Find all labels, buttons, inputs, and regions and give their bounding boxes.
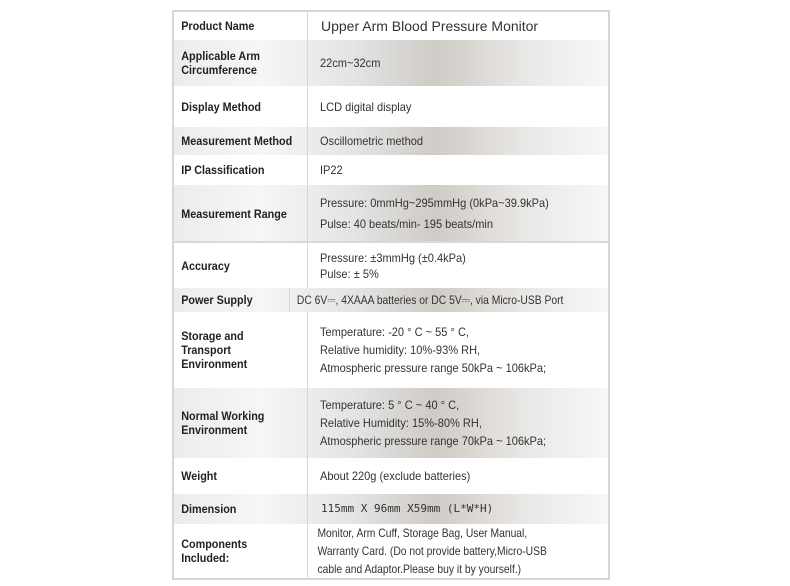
specification-table xyxy=(172,10,610,580)
spec-label: Accuracy xyxy=(181,258,230,273)
spec-value-line: Relative Humidity: 15%-80% RH, xyxy=(319,416,482,430)
spec-value-line: Temperature: 5 ° C ~ 40 ° C, xyxy=(319,398,460,412)
spec-value-line: 22cm~32cm xyxy=(319,56,381,70)
spec-label: Power Supply xyxy=(181,293,253,307)
spec-label: Product Name xyxy=(181,19,255,33)
spec-row-working-environment xyxy=(174,388,608,458)
spec-value xyxy=(308,494,608,524)
spec-value-line: Temperature: -20 ° C ~ 55 ° C, xyxy=(319,325,469,339)
spec-value xyxy=(308,12,608,40)
spec-label: Measurement Method xyxy=(181,134,293,148)
spec-row-measurement-method xyxy=(174,127,608,155)
spec-row-power-supply xyxy=(174,288,608,312)
spec-value-line: Pressure: ±3mmHg (±0.4kPa) xyxy=(319,250,466,265)
spec-value-line: IP22 xyxy=(319,163,343,177)
spec-value-line: About 220g (exclude batteries) xyxy=(319,469,471,483)
spec-value-line: LCD digital display xyxy=(319,99,412,114)
spec-value-line: Atmospheric pressure range 70kPa ~ 106kPa; xyxy=(319,434,547,448)
spec-label: Dimension xyxy=(181,502,237,516)
spec-row-ip-classification xyxy=(174,155,608,185)
spec-value-line: Upper Arm Blood Pressure Monitor xyxy=(321,18,539,34)
spec-value xyxy=(308,86,584,127)
spec-value xyxy=(308,127,584,155)
spec-label: Applicable Arm Circumference xyxy=(181,49,261,77)
spec-value-line: Warranty Card. (Do not provide battery,Micro-USB xyxy=(317,544,547,558)
spec-row-accuracy xyxy=(174,243,608,288)
spec-value-line: DC 6V⎓, 4XAAA batteries or DC 5V⎓, via Micro-USB Port xyxy=(296,293,564,307)
spec-value-line: Pulse: ± 5% xyxy=(319,266,379,281)
spec-row-dimension xyxy=(174,494,608,524)
spec-value-line: Relative humidity: 10%-93% RH, xyxy=(319,343,481,357)
spec-row-storage-environment xyxy=(174,312,608,388)
spec-value-line: Pulse: 40 beats/min- 195 beats/min xyxy=(319,216,494,231)
spec-label: IP Classification xyxy=(181,163,265,177)
spec-value xyxy=(290,288,563,312)
spec-value xyxy=(308,388,584,458)
spec-row-product-name xyxy=(174,12,608,40)
spec-label: Display Method xyxy=(181,99,262,114)
spec-row-weight xyxy=(174,458,608,494)
spec-value xyxy=(308,524,566,578)
spec-value-line: Atmospheric pressure range 50kPa ~ 106kPa; xyxy=(319,361,547,375)
spec-value-line: Monitor, Arm Cuff, Storage Bag, User Manual, xyxy=(317,526,528,540)
spec-value-line: Pressure: 0mmHg~295mmHg (0kPa~39.9kPa) xyxy=(319,195,549,210)
spec-value xyxy=(308,243,584,288)
spec-row-arm-circumference xyxy=(174,40,608,86)
spec-label: Normal Working Environment xyxy=(181,409,265,437)
spec-value xyxy=(308,185,584,242)
spec-value xyxy=(308,155,584,185)
spec-label: Components Included: xyxy=(181,537,248,565)
spec-label: Weight xyxy=(181,469,218,483)
spec-label: Measurement Range xyxy=(181,206,287,221)
spec-value-line: cable and Adaptor.Please buy it by yourself.) xyxy=(317,562,522,576)
spec-value-line: 115mm X 96mm X59mm (L*W*H) xyxy=(321,502,494,515)
spec-value xyxy=(308,312,584,388)
spec-row-display-method xyxy=(174,86,608,127)
spec-label: Storage and Transport Environment xyxy=(181,329,248,371)
spec-value-line: Oscillometric method xyxy=(319,134,424,148)
spec-value xyxy=(308,40,584,86)
spec-row-components xyxy=(174,524,608,578)
spec-value xyxy=(308,458,584,494)
spec-row-measurement-range xyxy=(174,185,608,242)
